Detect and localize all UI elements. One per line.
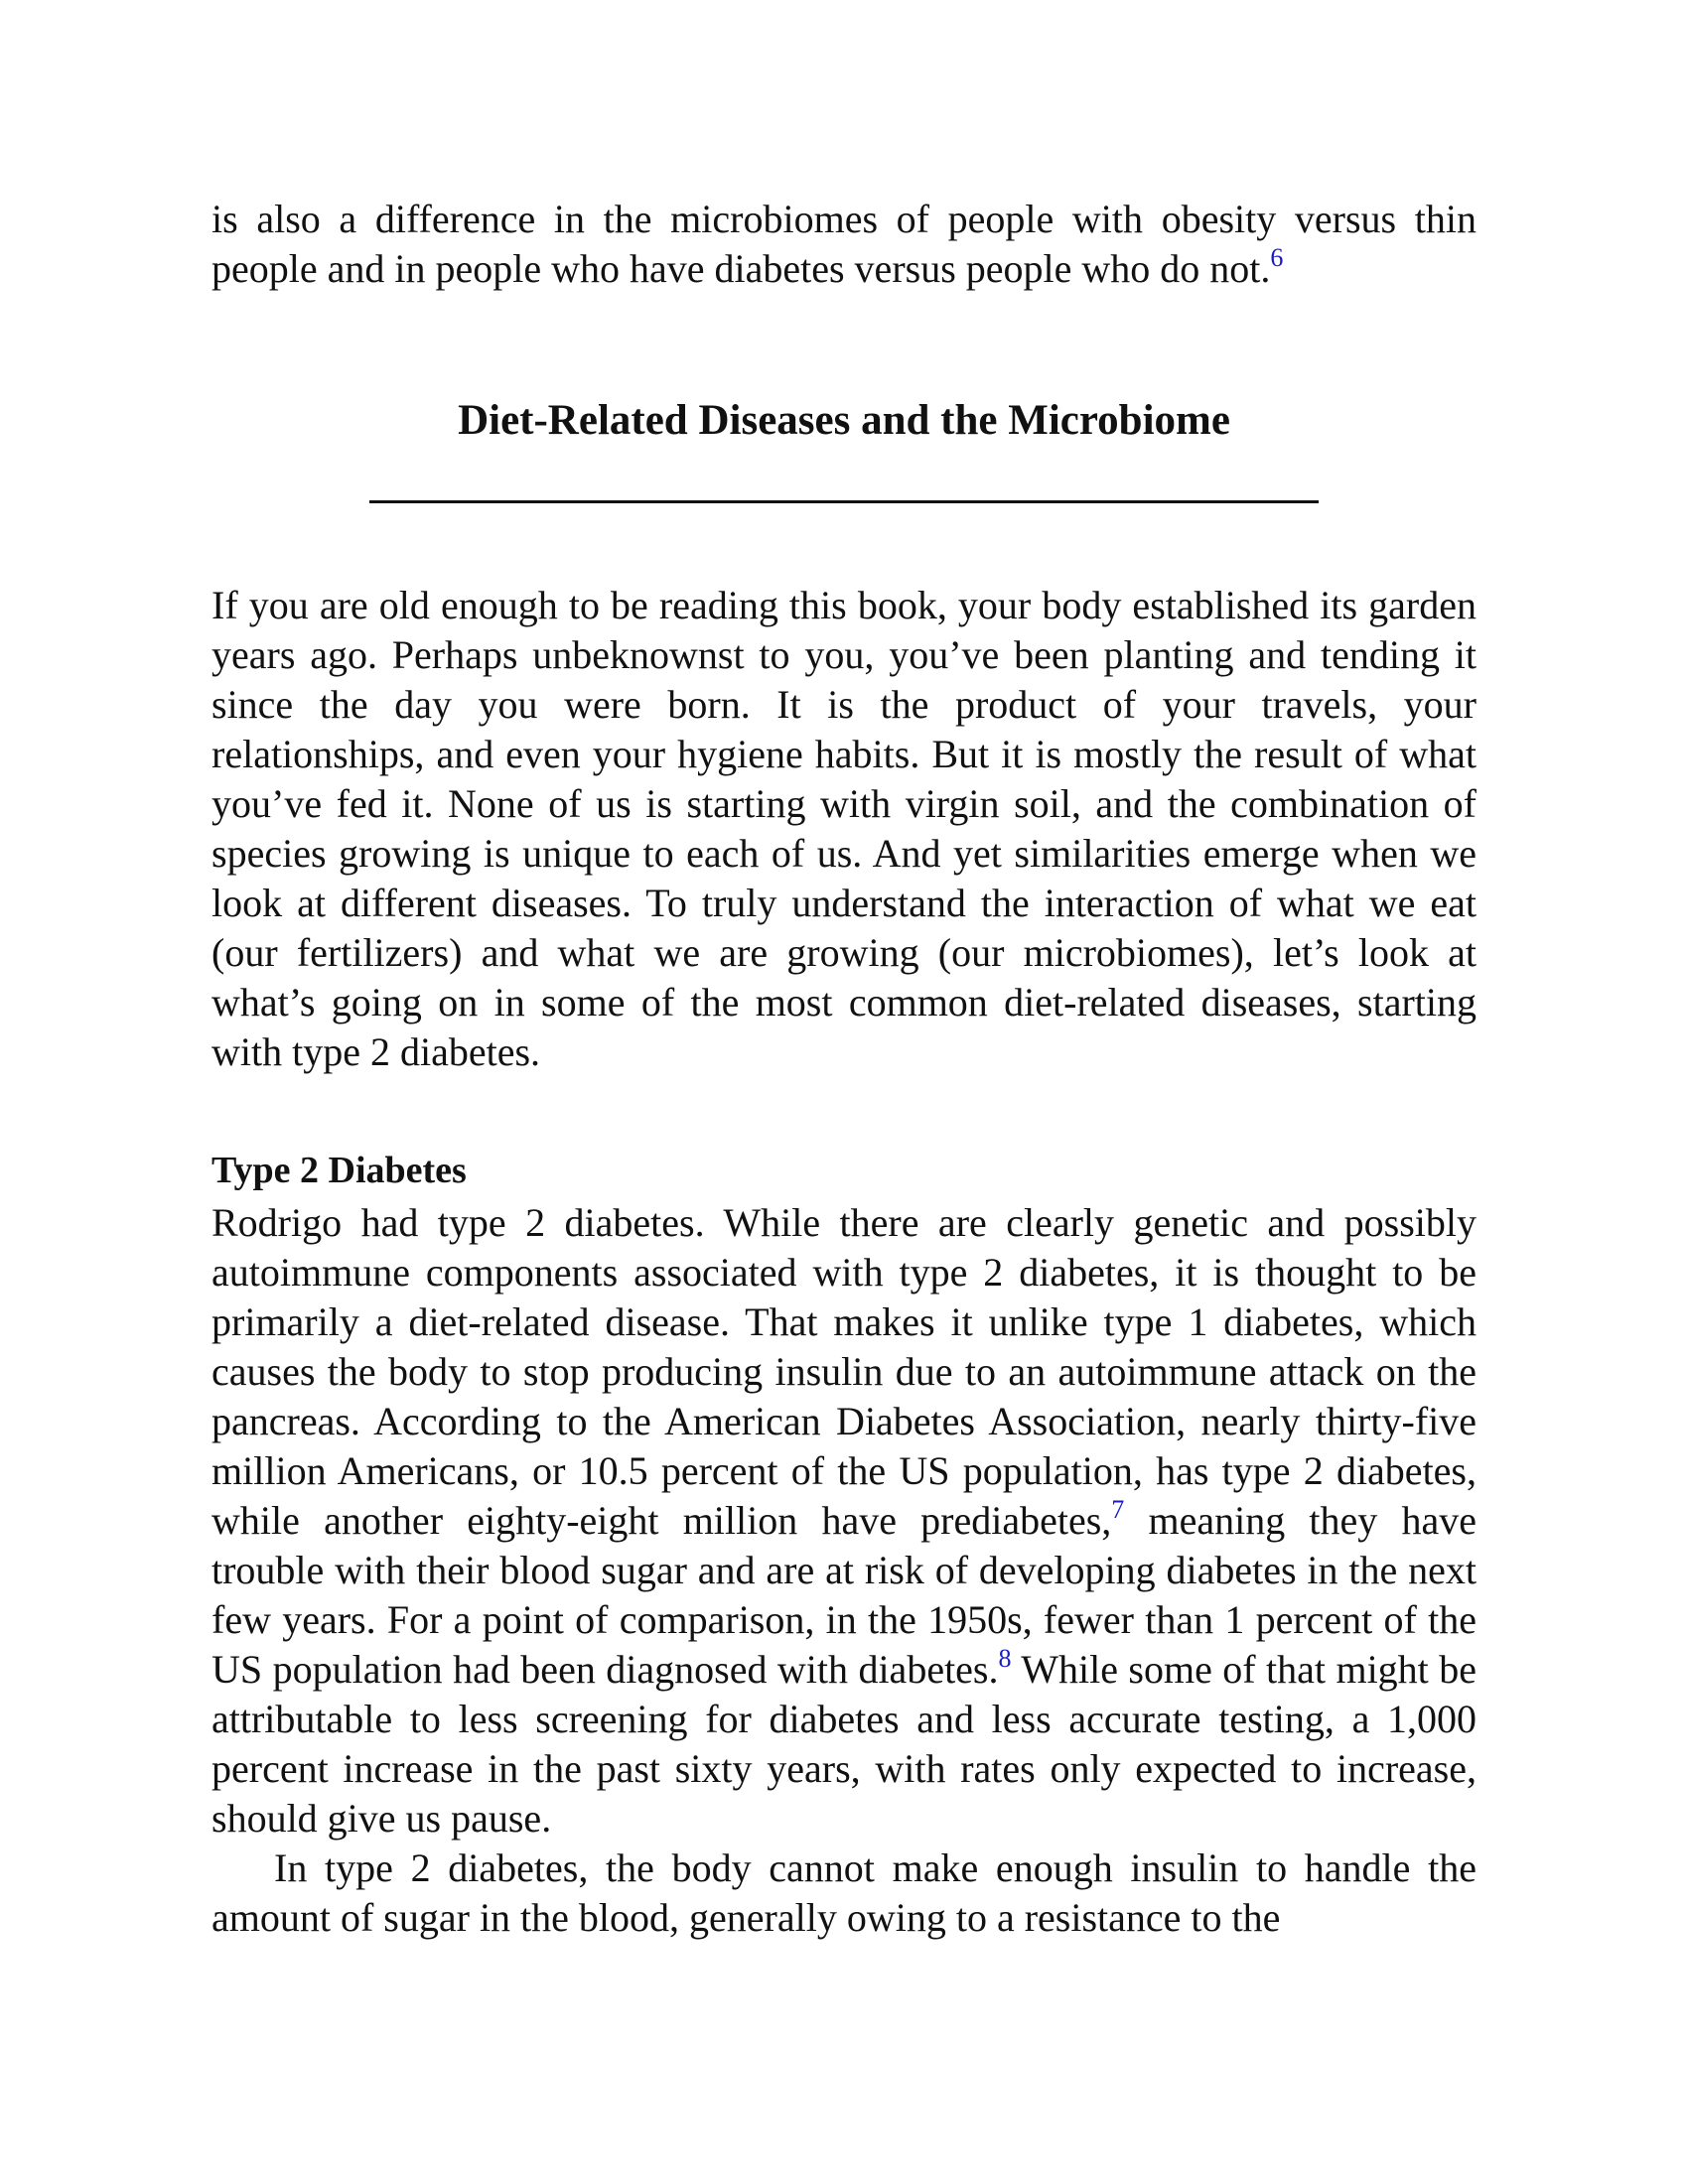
intro-paragraph [211, 195, 1477, 294]
intro-text: is also a difference in the microbiomes of people with obesity versus thin people and in people who have diabetes versus people who do not. [211, 197, 1477, 291]
footnote-6[interactable]: 6 [1270, 242, 1284, 272]
diabetes-text-3: While some of that might be attributable to less screening for diabetes and less accurate testing, a 1,000 percent increase in the past sixty years, with rates only expected to increase, should give us pause. [211, 1647, 1477, 1841]
garden-paragraph: If you are old enough to be reading this book, your body established its garden years ago. Perhaps unbeknownst to you, you’ve been planting and tending it since the day you were born. It is the product of your travels, your relationships, and even your hygiene habits. But it is mostly the result of what you’ve fed it. None of us is starting with virgin soil, and the combination of species growing is unique to each of us. And yet similarities emerge when we look at different diseases. To truly understand the interaction of what we eat (our fertilizers) and what we are growing (our microbiomes), let’s look at what’s going on in some of the most common diet-related diseases, starting with type 2 diabetes. [211, 583, 1477, 1074]
section-heading: Diet-Related Diseases and the Microbiome [458, 397, 1230, 444]
heading-rule [369, 500, 1319, 503]
book-page [211, 195, 1477, 1943]
footnote-8[interactable]: 8 [998, 1643, 1012, 1673]
diabetes-text-1: Rodrigo had type 2 diabetes. While there are clearly genetic and possibly autoimmune components associated with type 2 diabetes, it is thought to be primarily a diet-related disease. That makes it unlike type 1 diabetes, which causes the body to stop producing insulin due to an autoimmune attack on the pancreas. According to the American Diabetes Association, nearly thirty-five million Americans, or 10.5 percent of the US population, has type 2 diabetes, while another eighty-eight million have prediabetes, [211, 1200, 1477, 1543]
subheading-type-2-diabetes: Type 2 Diabetes [211, 1150, 467, 1191]
footnote-7[interactable]: 7 [1111, 1494, 1125, 1524]
diabetes-paragraph [211, 1198, 1477, 1843]
diabetes-text-2: meaning they have trouble with their blood sugar and are at risk of developing diabetes in the next few years. For a point of comparison, in the 1950s, fewer than 1 percent of the US population had been diagnosed with diabetes. [211, 1498, 1477, 1692]
insulin-paragraph: In type 2 diabetes, the body cannot make enough insulin to handle the amount of sugar in the blood, generally owing to a resistance to the [211, 1845, 1477, 1940]
